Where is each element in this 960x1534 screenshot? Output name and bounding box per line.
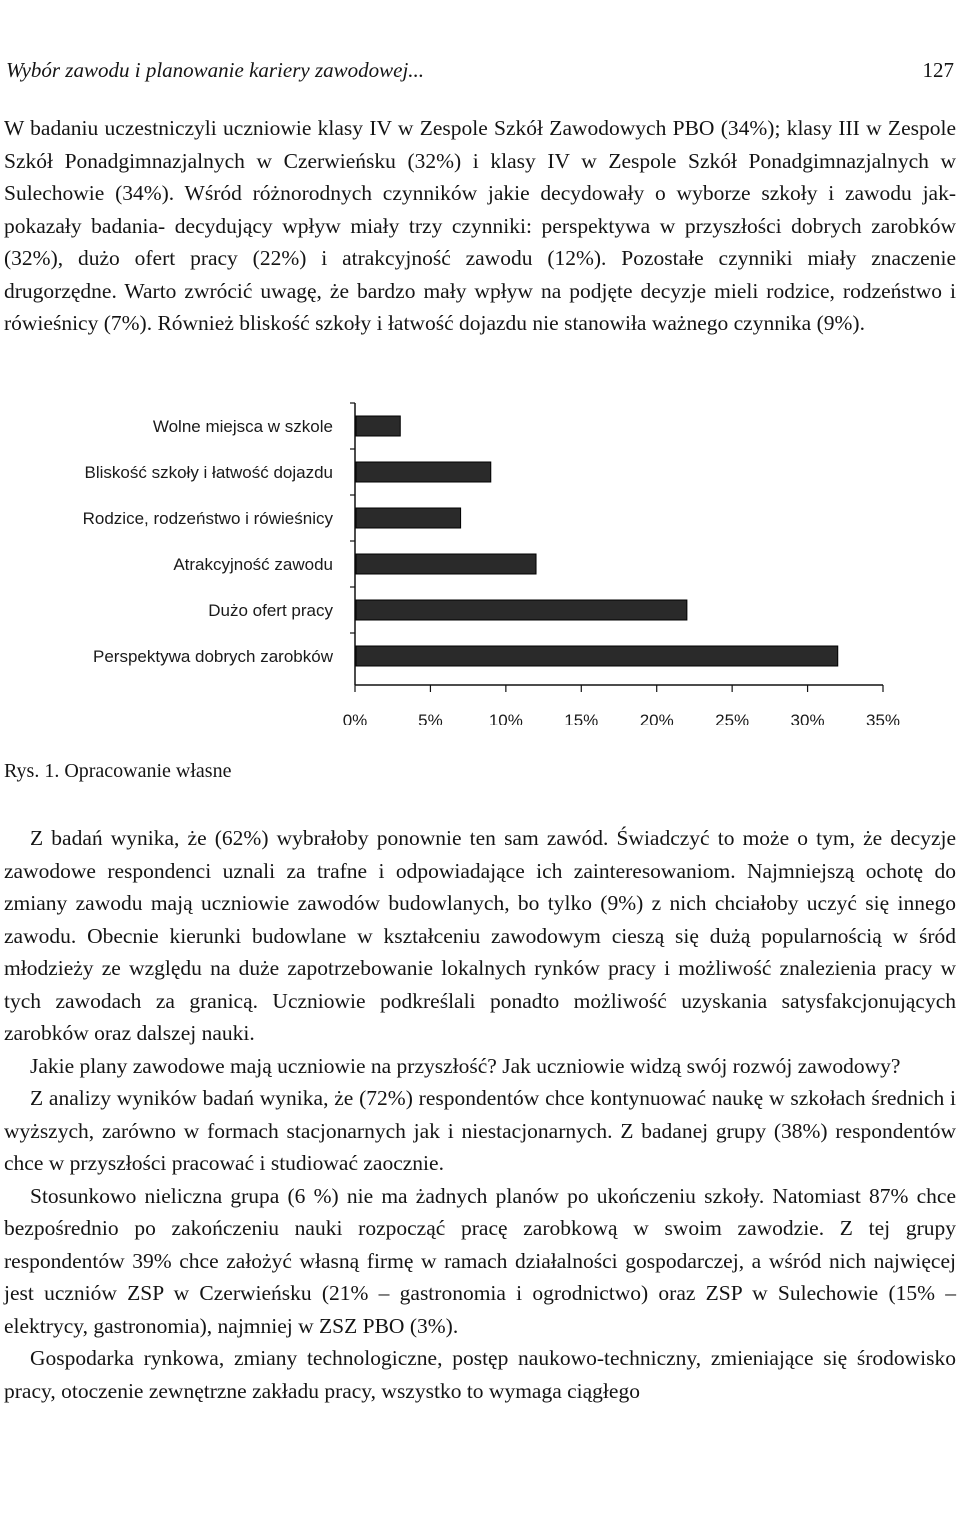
bar [356, 462, 491, 482]
running-title: Wybór zawodu i planowanie kariery zawodowej... [6, 58, 425, 82]
bar [356, 508, 461, 528]
category-label: Atrakcyjność zawodu [173, 555, 333, 574]
category-label: Bliskość szkoły i łatwość dojazdu [84, 463, 333, 482]
running-header [6, 56, 954, 90]
paragraph-work-plans: Stosunkowo nieliczna grupa (6 %) nie ma żadnych planów po ukończeniu szkoły. Natomiast 87% chce bezpośrednio po zakończeniu nauki rozpocząć pracę zarobkową w swoim zawodzie. Z tej grupy respondentów 39% chce założyć własną firmę w ramach działalności gospodarczej, a wśród nich najwięcej jest uczniów ZSP w Czerwieńsku (21% – gastronomia i ogrodnictwo) oraz ZSP w Sulechowie (15% – elektrycy, gastronomia), najmniej w ZSZ PBO (3%). [4, 1183, 956, 1338]
factors-bar-chart [0, 395, 960, 725]
x-tick-label: 0% [342, 711, 368, 725]
x-tick-label: 25% [715, 711, 750, 725]
figure-caption: Rys. 1. Opracowanie własne [4, 760, 232, 782]
bar [356, 554, 536, 574]
chart-svg [0, 395, 960, 725]
x-tick-label: 10% [488, 711, 523, 725]
paragraph-results: Z badań wynika, że (62%) wybrałoby ponownie ten sam zawód. Świadczyć to może o tym, że decyzje zawodowe respondenci uznali za trafne i odpowiadające ich zainteresowaniom. Najmniejszą ochotę do zmiany zawodu mają uczniowie zawodów budowlanych, bo tylko (9%) z nich chciałoby uczyć się innego zawodu. Obecnie kierunki budowlane w kształceniu zawodowym cieszą się dużą popularnością w śród młodzieży ze względu na duże zapotrzebowanie lokalnych rynków pracy i możliwość znalezienia pracy w tych zawodach za granicą. Uczniowie podkreślali ponadto możliwość uzyskania satysfakcjonujących zarobków oraz dalszej nauki. [4, 826, 956, 1045]
bar [356, 600, 687, 620]
paragraph-intro: W badaniu uczestniczyli uczniowie klasy IV w Zespole Szkół Zawodowych PBO (34%); klasy III w Zespole Szkół Ponadgimnazjalnych w Czerwieńsku (32%) i klasy IV w Zespole Szkół Ponadgimnazjalnych w Sulechowie (34%). Wśród różnorodnych czynników jakie decydowały o wyborze szkoły i zawodu jak- pokazały badania- decydujący wpływ miały trzy czynniki: perspektywa w przyszłości dobrych zarobków (32%), dużo ofert pracy (22%) i atrakcyjność zawodu (12%). Pozostałe czynniki miały znaczenie drugorzędne. Warto zwrócić uwagę, że bardzo mały wpływ na podjęte decyzje mieli rodzice, rodzeństwo i rówieśnicy (7%). Również bliskość szkoły i łatwość dojazdu nie stanowiła ważnego czynnika (9%). [4, 116, 956, 335]
x-tick-label: 35% [865, 711, 901, 725]
paragraph-question: Jakie plany zawodowe mają uczniowie na przyszłość? Jak uczniowie widzą swój rozwój zawodowy? [30, 1053, 901, 1078]
x-tick-label: 15% [564, 711, 599, 725]
category-label: Perspektywa dobrych zarobków [92, 647, 333, 666]
paragraph-market: Gospodarka rynkowa, zmiany technologiczne, postęp naukowo-techniczny, zmieniające się środowisko pracy, otoczenie zewnętrzne zakładu pracy, wszystko to wymaga ciągłego [4, 1346, 956, 1403]
category-label: Wolne miejsca w szkole [152, 417, 333, 436]
category-label: Rodzice, rodzeństwo i rówieśnicy [82, 509, 333, 528]
x-tick-label: 20% [639, 711, 674, 725]
x-tick-label: 30% [790, 711, 825, 725]
category-label: Dużo ofert pracy [208, 601, 333, 620]
bar [356, 416, 400, 436]
x-tick-label: 5% [418, 711, 443, 725]
body-text-continued [4, 822, 956, 1407]
paragraph-education-plans: Z analizy wyników badań wynika, że (72%) respondentów chce kontynuować naukę w szkołach średnich i wyższych, zarówno w formach stacjonarnych jak i niestacjonarnych. Z badanej grupy (38%) respondentów chce w przyszłości pracować i studiować zaocznie. [4, 1086, 956, 1175]
bar [356, 646, 838, 666]
page-number: 127 [922, 58, 954, 82]
